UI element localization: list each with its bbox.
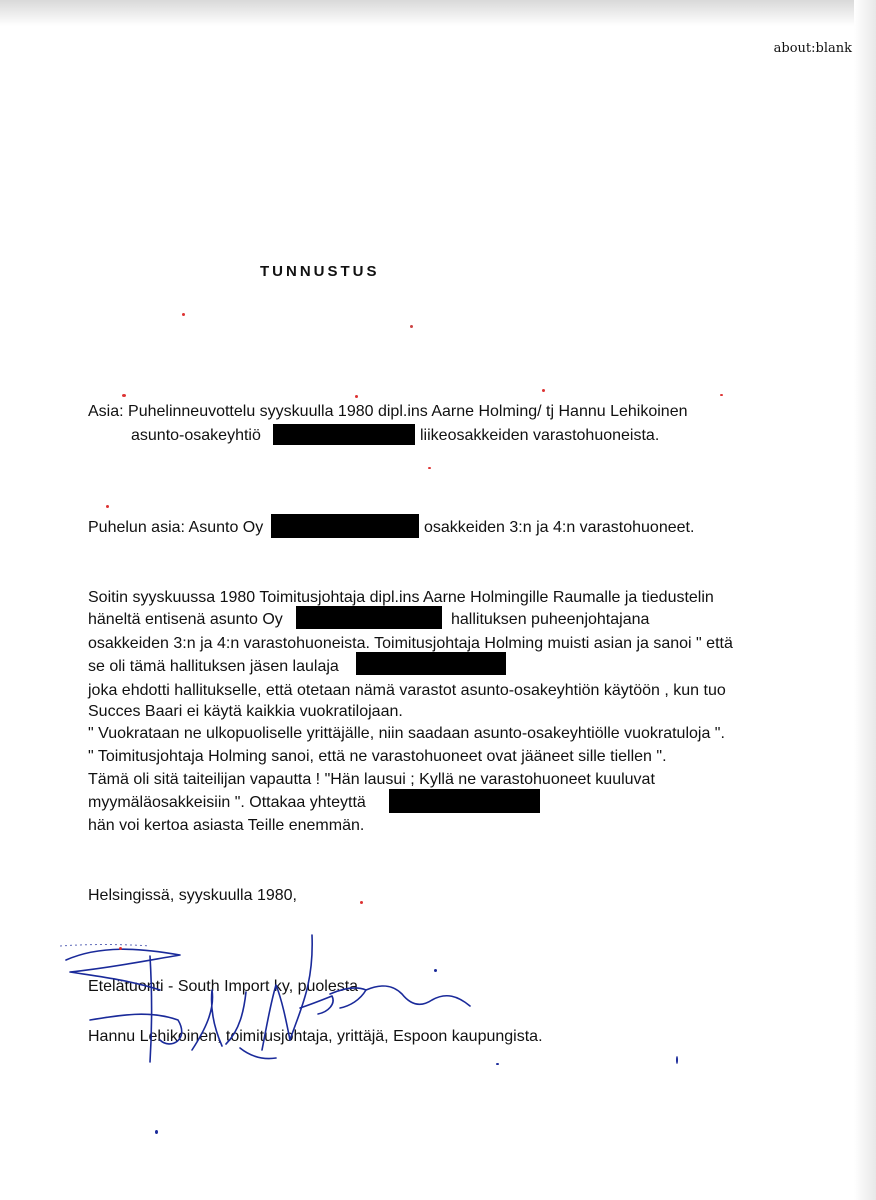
subject-line-1: Asia: Puhelinneuvottelu syyskuulla 1980 dipl.ins Aarne Holming/ tj Hannu Lehikoinen [88,403,688,420]
body-line-11: hän voi kertoa asiasta Teille enemmän. [88,817,365,834]
redaction-box [356,652,506,675]
scan-speck [720,394,723,396]
body-line-1: Soitin syyskuussa 1980 Toimitusjohtaja dipl.ins Aarne Holmingille Raumalle ja tiedustelin [88,589,714,606]
place-date: Helsingissä, syyskuulla 1980, [88,887,297,904]
call-subject-suffix: osakkeiden 3:n ja 4:n varastohuoneet. [424,519,695,536]
scan-speck [122,394,126,397]
body-line-5: joka ehdotti hallitukselle, että otetaan nämä varastot asunto-osakeyhtiön käytöön , kun tuo [88,682,726,699]
body-line-6: Succes Baari ei käytä kaikkia vuokratilojaan. [88,703,403,720]
redaction-box [389,789,540,813]
body-line-8: " Toimitusjohtaja Holming sanoi, että ne varastohuoneet ovat jääneet sille tiellen ". [88,748,667,765]
scan-speck [496,1063,499,1065]
body-line-4: se oli tämä hallituksen jäsen laulaja [88,658,339,675]
body-line-9: Tämä oli sitä taiteilijan vapautta ! "Hän lausui ; Kyllä ne varastohuoneet kuuluvat [88,771,655,788]
subject-line-2-suffix: liikeosakkeiden varastohuoneista. [420,427,660,444]
redaction-box [273,424,415,445]
document-title: TUNNUSTUS [260,263,380,280]
subject-line-2-prefix: asunto-osakeyhtiö [131,427,261,444]
scan-speck [360,901,363,904]
scan-speck [355,395,358,398]
scan-speck [542,389,545,392]
redaction-box [271,514,419,538]
body-line-3: osakkeiden 3:n ja 4:n varastohuoneista. Toimitusjohtaja Holming muisti asian ja sanoi " että [88,635,733,652]
body-line-2-suffix: hallituksen puheenjohtajana [451,611,650,628]
scan-speck [434,969,437,972]
scan-speck [106,505,109,508]
company-line: Etelätuonti - South Import ky, puolesta [88,978,359,995]
page-right-edge [854,0,876,1200]
body-line-10: myymäläosakkeisiin ". Ottakaa yhteyttä [88,794,366,811]
scan-speck [428,467,431,469]
scan-speck [182,313,185,316]
scan-speck [155,1130,158,1134]
header-url: about:blank [773,41,852,56]
scan-speck [119,947,122,950]
scan-speck [676,1056,678,1064]
redaction-box [296,606,442,629]
call-subject-prefix: Puhelun asia: Asunto Oy [88,519,264,536]
signer-line: Hannu Lehikoinen, toimitusjohtaja, yrittäjä, Espoon kaupungista. [88,1028,543,1045]
body-line-7: " Vuokrataan ne ulkopuoliselle yrittäjälle, niin saadaan asunto-osakeyhtiölle vuokratuloja ". [88,725,725,742]
body-line-2-prefix: häneltä entisenä asunto Oy [88,611,283,628]
page-top-edge [0,0,876,26]
scan-speck [410,325,413,328]
